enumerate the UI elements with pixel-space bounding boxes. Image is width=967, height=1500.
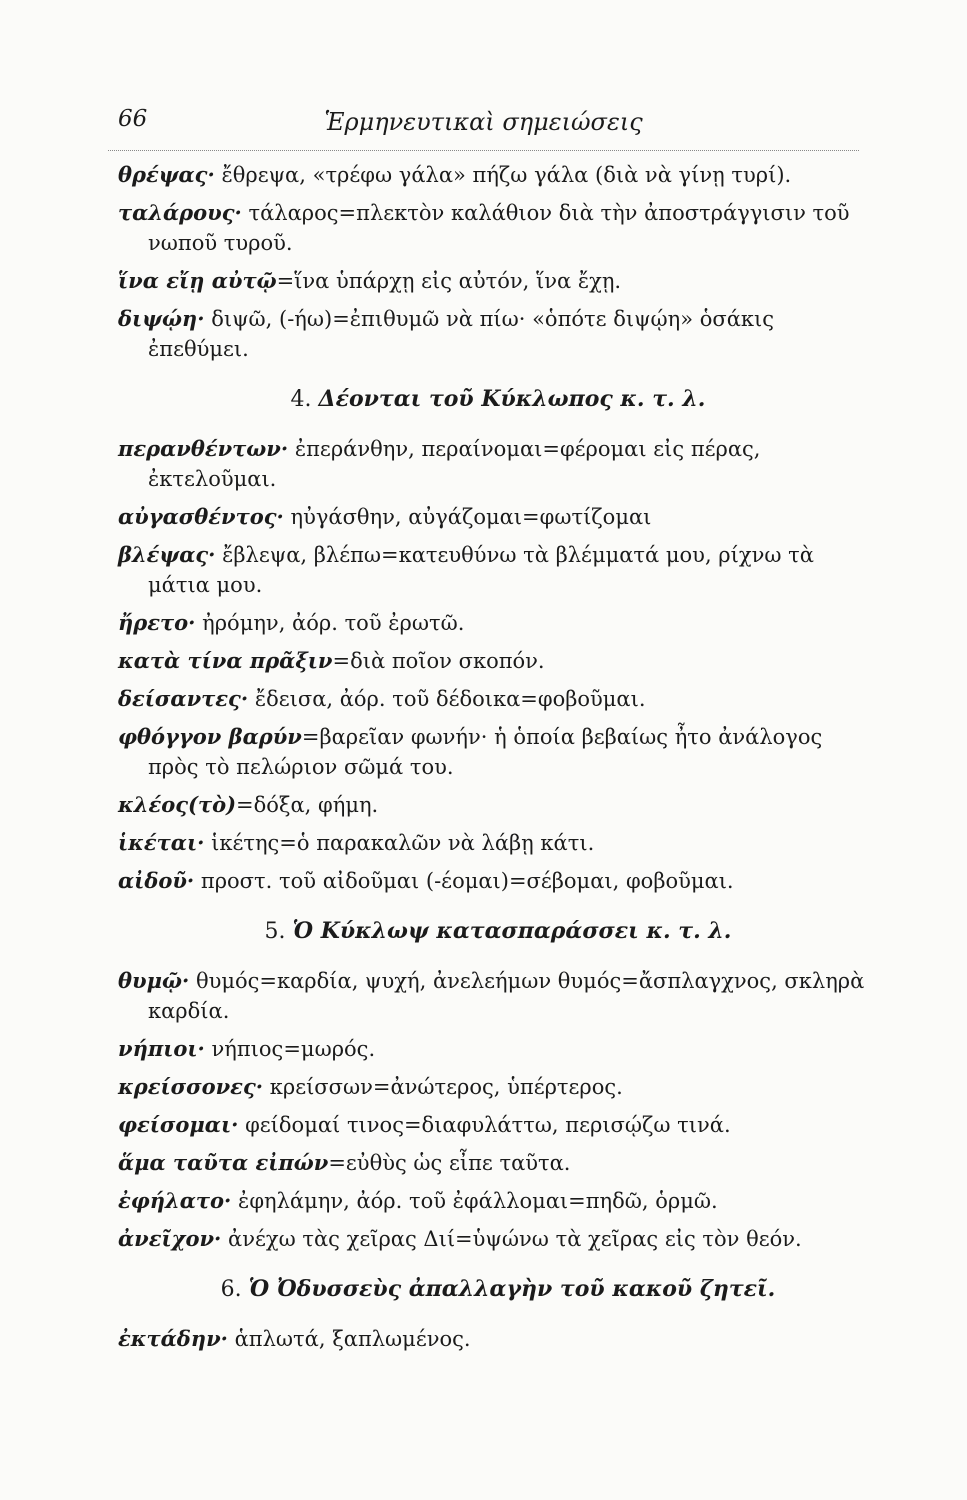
glossary-body — [118, 160, 878, 1362]
glossary-entry — [118, 540, 878, 600]
glossary-definition: ἐπεράνθην, περαίνομαι=φέρομαι εἰς πέρας, ἐκτελοῦμαι. — [148, 437, 761, 491]
header-rule — [108, 150, 859, 151]
glossary-term: θρέψας· — [118, 162, 215, 187]
glossary-entry — [118, 1034, 878, 1064]
glossary-entry — [118, 502, 878, 532]
glossary-definition: ἔθρεψα, «τρέφω γάλα» πήζω γάλα (διὰ νὰ γίνῃ τυρί). — [214, 163, 792, 187]
glossary-term: ταλάρους· — [118, 200, 242, 225]
glossary-definition: ἔδεισα, ἀόρ. τοῦ δέδοικα=φοβοῦμαι. — [248, 687, 646, 711]
glossary-term: αἰδοῦ· — [118, 868, 195, 893]
glossary-definition: νήπιος=μωρός. — [204, 1037, 376, 1061]
section-number: 4. — [290, 387, 312, 412]
glossary-term: θυμῷ· — [118, 968, 190, 993]
glossary-definition: ἀνέχω τὰς χεῖρας Διί=ὑψώνω τὰ χεῖρας εἰς τὸν θεόν. — [221, 1227, 802, 1251]
glossary-term: περανθέντων· — [118, 436, 289, 461]
glossary-definition: κρείσσων=ἀνώτερος, ὑπέρτερος. — [263, 1075, 623, 1099]
glossary-term: ἱκέται· — [118, 830, 205, 855]
glossary-term: ἐκτάδην· — [118, 1326, 228, 1351]
page-number: 66 — [118, 106, 148, 132]
glossary-term: κρείσσονες· — [118, 1074, 264, 1099]
glossary-entry — [118, 1148, 878, 1178]
glossary-entry — [118, 304, 878, 364]
section-heading — [118, 1276, 878, 1302]
glossary-definition: =βαρεῖαν φωνήν· ἡ ὁποία βεβαίως ἦτο ἀνάλογος πρὸς τὸ πελώριον σῶμά του. — [148, 725, 823, 779]
glossary-definition: τάλαρος=πλεκτὸν καλάθιον διὰ τὴν ἀποστράγγισιν τοῦ νωποῦ τυροῦ. — [148, 201, 850, 255]
glossary-entry — [118, 608, 878, 638]
glossary-definition: προστ. τοῦ αἰδοῦμαι (-έομαι)=σέβομαι, φοβοῦμαι. — [194, 869, 734, 893]
glossary-term: διψῴη· — [118, 306, 205, 331]
glossary-definition: =διὰ ποῖον σκοπόν. — [332, 649, 545, 673]
section-title: Ὁ Κύκλωψ κατασπαράσσει κ. τ. λ. — [292, 918, 732, 944]
glossary-definition: ἁπλωτά, ξαπλωμένος. — [227, 1327, 471, 1351]
glossary-definition: ηὐγάσθην, αὐγάζομαι=φωτίζομαι — [283, 505, 652, 529]
glossary-entry — [118, 684, 878, 714]
glossary-definition: =δόξα, φήμη. — [236, 793, 379, 817]
section-heading — [118, 918, 878, 944]
glossary-term: αὐγασθέντος· — [118, 504, 284, 529]
section-title: Ὁ Ὀδυσσεὺς ἀπαλλαγὴν τοῦ κακοῦ ζητεῖ. — [248, 1276, 776, 1302]
page-header — [108, 100, 859, 150]
glossary-entry — [118, 866, 878, 896]
glossary-definition: διψῶ, (-ήω)=ἐπιθυμῶ νὰ πίω· «ὁπότε διψῴη» ὁσάκις ἐπεθύμει. — [148, 307, 775, 361]
glossary-term: φθόγγον βαρύν — [118, 724, 302, 749]
glossary-term: ἤρετο· — [118, 610, 196, 635]
glossary-entry — [118, 198, 878, 258]
glossary-entry — [118, 1324, 878, 1354]
glossary-definition: φείδομαί τινος=διαφυλάττω, περισῴζω τινά. — [238, 1113, 731, 1137]
glossary-term: βλέψας· — [118, 542, 216, 567]
glossary-definition: θυμός=καρδία, ψυχή, ἀνελεήμων θυμός=ἄσπλαγχνος, σκληρὰ καρδία. — [148, 969, 865, 1023]
glossary-definition: =ἵνα ὑπάρχῃ εἰς αὐτόν, ἵνα ἔχῃ. — [276, 269, 622, 293]
glossary-entry — [118, 646, 878, 676]
glossary-term: νήπιοι· — [118, 1036, 205, 1061]
glossary-term: κατὰ τίνα πρᾶξιν — [118, 648, 333, 673]
glossary-entry — [118, 1072, 878, 1102]
section-number: 6. — [220, 1277, 242, 1302]
glossary-definition: ἠρόμην, ἀόρ. τοῦ ἐρωτῶ. — [195, 611, 465, 635]
glossary-definition: =εὐθὺς ὡς εἶπε ταῦτα. — [328, 1151, 571, 1175]
glossary-entry — [118, 790, 878, 820]
glossary-entry — [118, 266, 878, 296]
glossary-entry — [118, 160, 878, 190]
glossary-term: ἀνεῖχον· — [118, 1226, 222, 1251]
glossary-entry — [118, 722, 878, 782]
glossary-entry — [118, 1224, 878, 1254]
glossary-term: ἐφήλατο· — [118, 1188, 232, 1213]
glossary-entry — [118, 434, 878, 494]
section-title: Δέονται τοῦ Κύκλωπος κ. τ. λ. — [318, 386, 706, 412]
glossary-term: ἵνα εἴῃ αὐτῷ — [118, 268, 277, 293]
glossary-term: ἅμα ταῦτα εἰπών — [118, 1150, 329, 1175]
glossary-term: δείσαντες· — [118, 686, 249, 711]
glossary-entry — [118, 828, 878, 858]
glossary-definition: ἔβλεψα, βλέπω=κατευθύνω τὰ βλέμματά μου, ρίχνω τὰ μάτια μου. — [148, 543, 814, 597]
running-title: Ἑρμηνευτικαὶ σημειώσεις — [324, 108, 643, 136]
glossary-entry — [118, 1186, 878, 1216]
glossary-definition: ἱκέτης=ὁ παρακαλῶν νὰ λάβῃ κάτι. — [204, 831, 595, 855]
section-heading — [118, 386, 878, 412]
glossary-definition: ἐφηλάμην, ἀόρ. τοῦ ἐφάλλομαι=πηδῶ, ὁρμῶ. — [231, 1189, 718, 1213]
glossary-term: φείσομαι· — [118, 1112, 239, 1137]
glossary-entry — [118, 1110, 878, 1140]
glossary-term: κλέος(τὸ) — [118, 792, 237, 817]
glossary-entry — [118, 966, 878, 1026]
section-number: 5. — [264, 919, 286, 944]
